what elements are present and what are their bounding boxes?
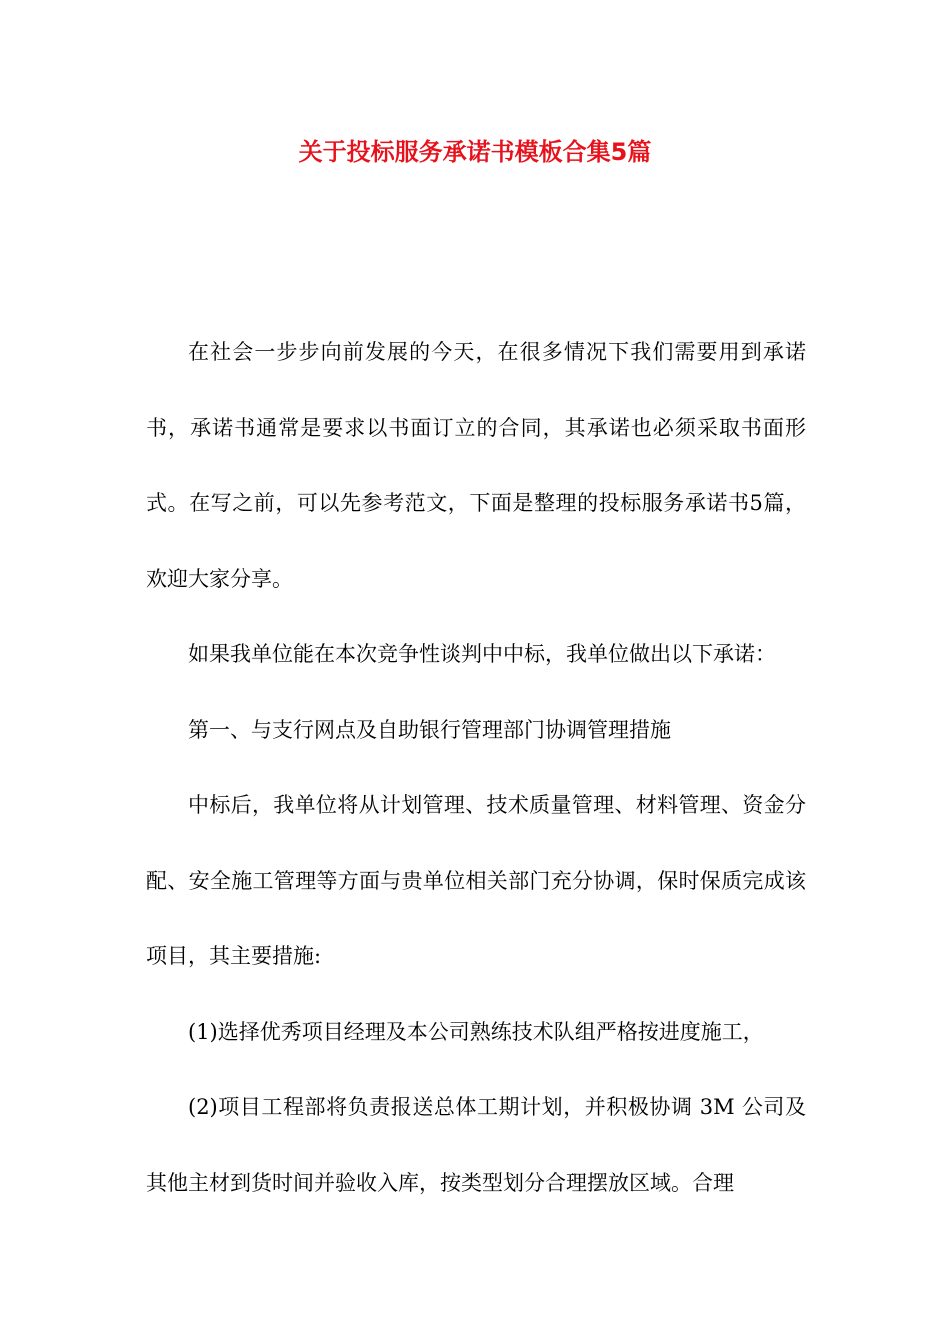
paragraph-commitment: 如果我单位能在本次竞争性谈判中中标，我单位做出以下承诺：	[188, 642, 776, 666]
paragraph-item-1: (1)选择优秀项目经理及本公司熟练技术队组严格按进度施工，	[188, 1019, 764, 1044]
document-body	[146, 315, 806, 1221]
paragraph-measures: 中标后，我单位将从计划管理、技术质量管理、材料管理、资金分配、安全施工管理等方面与贵单位相关部门充分协调，保时保质完成该项目，其主要措施:	[146, 793, 806, 968]
document-title: 关于投标服务承诺书模板合集5篇	[298, 138, 652, 166]
paragraph-item-2: (2)项目工程部将负责报送总体工期计划，并积极协调 3M 公司及其他主材到货时间并验收入库，按类型划分合理摆放区域。合理	[146, 1095, 806, 1195]
paragraph-intro: 在社会一步步向前发展的今天，在很多情况下我们需要用到承诺书，承诺书通常是要求以书面订立的合同，其承诺也必须采取书面形式。在写之前，可以先参考范文，下面是整理的投标服务承诺书5篇，欢迎大家分享。	[146, 340, 806, 591]
paragraph-section-heading: 第一、与支行网点及自助银行管理部门协调管理措施	[188, 717, 671, 742]
